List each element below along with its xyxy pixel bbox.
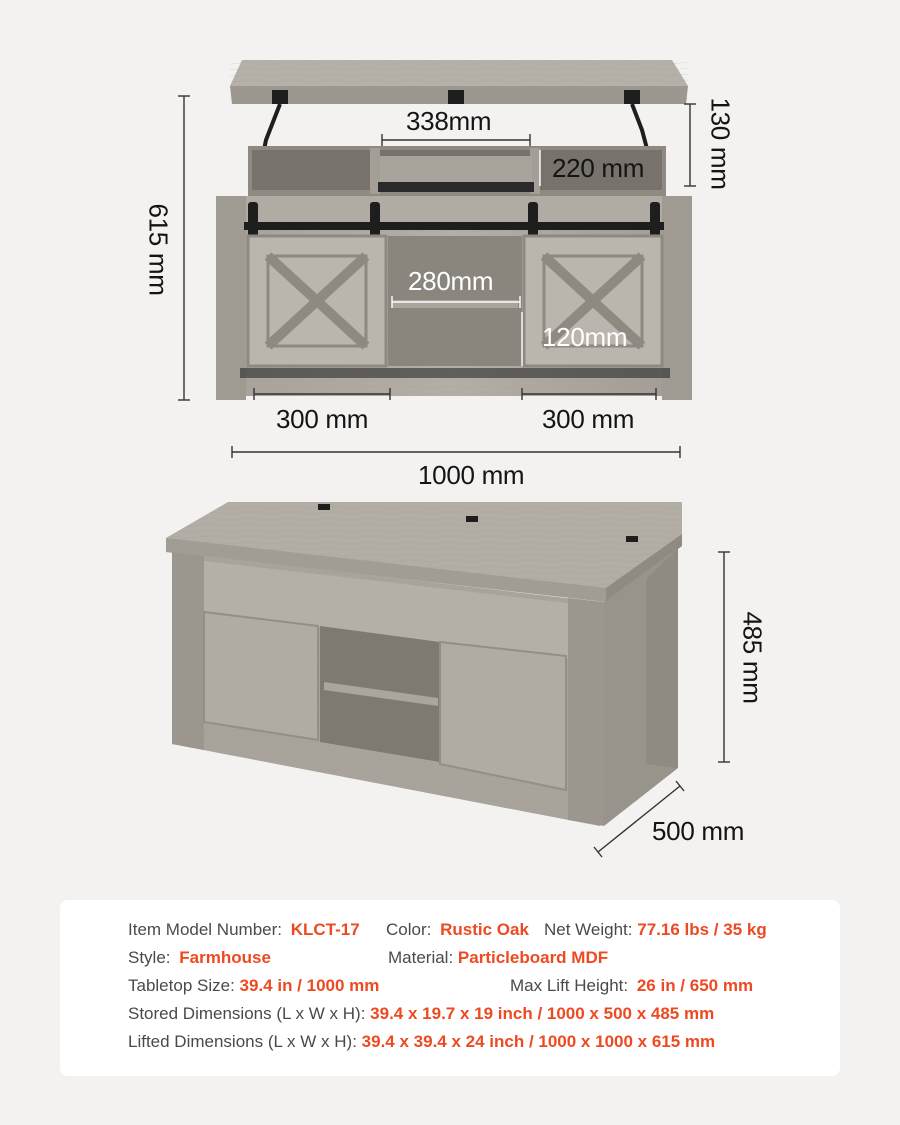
closed-table — [166, 502, 682, 826]
hinge-icon — [624, 90, 640, 104]
dim-closed-height: 485 mm — [737, 611, 768, 704]
hinge-icon — [448, 90, 464, 104]
weight-label: Net Weight: — [544, 920, 633, 939]
maxlift-value: 26 in / 650 mm — [636, 976, 754, 995]
maxlift-label: Max Lift Height: — [510, 976, 629, 995]
dim-depth: 500 mm — [652, 816, 745, 846]
tabletop-label: Tabletop Size: — [128, 976, 235, 995]
style-label: Style: — [128, 948, 171, 967]
spec-color — [386, 920, 529, 940]
spec-style — [128, 948, 271, 968]
model-value: KLCT-17 — [290, 920, 360, 939]
spec-row-1 — [128, 920, 360, 940]
spec-weight — [544, 920, 767, 940]
barn-door-left — [248, 236, 386, 366]
dim-door-right: 300 mm — [542, 404, 635, 434]
dim-length: 1000 mm — [418, 460, 525, 490]
closed-door-left — [204, 612, 318, 740]
material-label: Material: — [388, 948, 454, 967]
spec-material — [388, 948, 608, 968]
spec-maxlift — [510, 976, 753, 996]
model-label: Item Model Number: — [128, 920, 282, 939]
dim-shelf-width: 280mm — [408, 266, 494, 296]
spec-lifted — [128, 1032, 715, 1052]
lifted-value: 39.4 x 39.4 x 24 inch / 1000 x 1000 x 615 mm — [361, 1032, 716, 1051]
spec-stored — [128, 1004, 714, 1024]
dim-door-left: 300 mm — [276, 404, 369, 434]
hinge-icon — [272, 90, 288, 104]
tabletop-value: 39.4 in / 1000 mm — [239, 976, 380, 995]
barn-door-rail — [244, 222, 664, 230]
spec-tabletop — [128, 976, 379, 996]
material-value: Particleboard MDF — [457, 948, 609, 967]
weight-value: 77.16 lbs / 35 kg — [637, 920, 767, 939]
lifted-label: Lifted Dimensions (L x W x H): — [128, 1032, 357, 1051]
dim-lid-width: 338mm — [406, 106, 492, 136]
stored-label: Stored Dimensions (L x W x H): — [128, 1004, 366, 1023]
stored-value: 39.4 x 19.7 x 19 inch / 1000 x 500 x 485 mm — [370, 1004, 715, 1023]
dim-total-height: 615 mm — [143, 203, 174, 296]
color-label: Color: — [386, 920, 432, 939]
style-value: Farmhouse — [179, 948, 271, 967]
dim-tray-depth: 220 mm — [552, 153, 645, 183]
closed-door-right — [440, 642, 566, 790]
dim-lift-height: 130 mm — [705, 97, 736, 190]
color-value: Rustic Oak — [440, 920, 529, 939]
dim-shelf-height: 120mm — [542, 322, 628, 352]
specs-card — [60, 900, 840, 1076]
